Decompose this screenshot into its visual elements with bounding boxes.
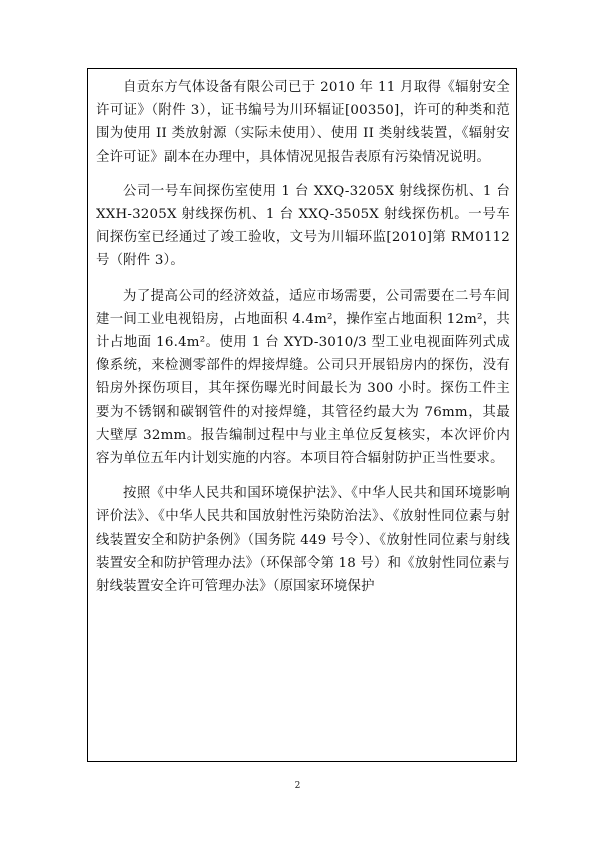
paragraph-workshop-two: 为了提高公司的经济效益，适应市场需要，公司需要在二号车间建一间工业电视铅房，占地面积 4.4m²，操作室占地面积 12m²，共计占地面 16.4m²。使用 1 台 XYD-3010/3 型工业电视面阵列式成像系统，来检测零部件的焊接焊缝。公司只开展铅房内的探伤，没有铅房外探伤项目，其年探伤曝光时间最长为 300 小时。探伤工件主要为不锈钢和碳钢管件的对接焊缝，其管径约最大为 76mm，其最大壁厚 32mm。报告编制过程中与业主单位反复核实，本次评价内容为单位五年内计划实施的内容。本项目符合辐射防护正当性要求。 [96, 288, 510, 467]
paragraph-workshop-one: 公司一号车间探伤室使用 1 台 XXQ-3205X 射线探伤机、1 台 XXH-3205X 射线探伤机、1 台 XXQ-3505X 射线探伤机。一号车间探伤室已经通过了竣工验收，文号为川辐环监[2010]第 RM0112 号（附件 3）。 [96, 183, 510, 269]
document-body [96, 76, 510, 610]
page-number: 2 [294, 781, 301, 791]
paragraph-regulations: 按照《中华人民共和国环境保护法》、《中华人民共和国环境影响评价法》、《中华人民共和国放射性污染防治法》、《放射性同位素与射线装置安全和防护条例》（国务院 449 号令）、《放射性同位素与射线装置安全和防护管理办法》（环保部令第 18 号）和《放射性同位素与射线装置安全许可管理办法》（原国家环境保护 [96, 486, 510, 595]
paragraph-license: 自贡东方气体设备有限公司已于 2010 年 11 月取得《辐射安全许可证》（附件 3），证书编号为川环辐证[00350]，许可的种类和范围为使用 II 类放射源（实际未使用）、使用 II 类射线装置，《辐射安全许可证》副本在办理中，具体情况见报告表原有污染情况说明。 [96, 80, 510, 165]
